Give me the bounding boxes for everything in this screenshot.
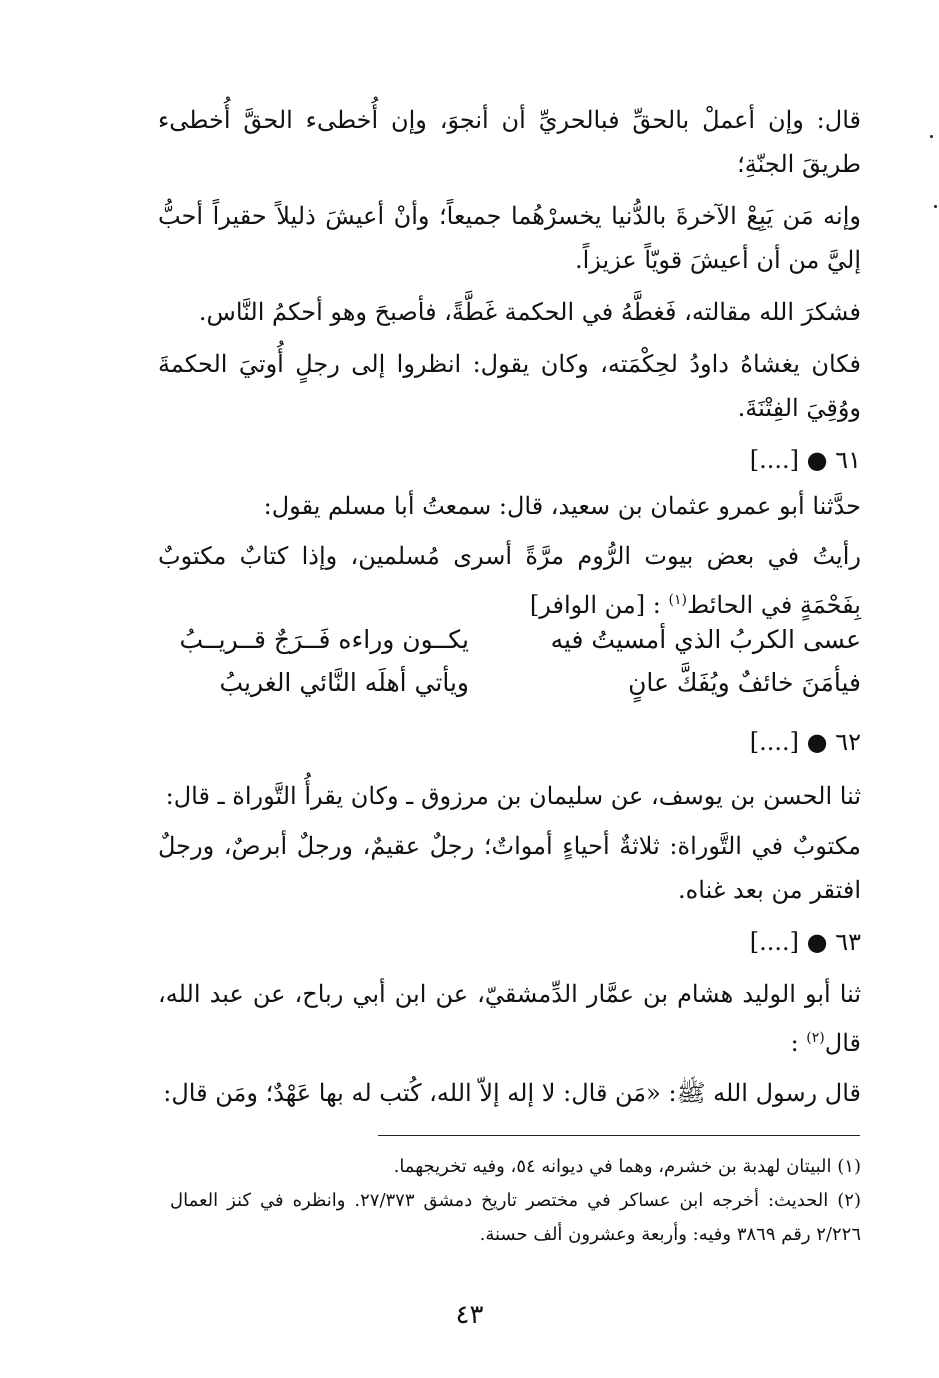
entry-63-isnad: ثنا أبو الوليد هشام بن عمَّار الدِّمشقيّ، عن ابن أبي رباح، عن عبد الله، قال$^{(٢)}$ : [158, 980, 861, 1057]
entry-62-isnad: ثنا الحسن بن يوسف، عن سليمان بن مرزوق ـ وكان يقرأُ التَّوراة ـ قال: [165, 782, 861, 810]
footnote-2: (٢) الحديث: أخرجه ابن عساكر في مختصر تاريخ دمشق ٢٧/٣٧٣. وانظره في كنز العمال ٢/٢٢٦ رقم ٣٨٦٩ وفيه: وأربعة وعشرون ألف حسنة. [170, 1190, 861, 1245]
entry-61-isnad: حدَّثنا أبو عمرو عثمان بن سعيد، قال: سمعتُ أبا مسلم يقول: [263, 492, 861, 520]
verse-1-second-hemistich: يكــون وراءه فَــرَجٌ قــريــبُ [179, 625, 469, 654]
verse-2-first-hemistich: فيأمَنَ خائفٌ ويُفَكَّ عانٍ [628, 668, 861, 697]
entry-62-body [158, 774, 861, 912]
entry-62-text: مكتوبٌ في التَّوراة: ثلاثةٌ أحياءٍ أمواتٌ؛ رجلٌ عقيمٌ، ورجلٌ أبرصٌ، ورجلٌ افتقر من بعد غناه. [158, 832, 862, 904]
entry-63-header: ٦٣ ● [....] [749, 928, 861, 956]
footnote-1: (١) البيتان لهدبة بن خشرم، وهما في ديوانه ٥٤، وفيه تخريجهما. [393, 1156, 861, 1177]
entry-61-text: رأيتُ في بعض بيوت الرُّوم مرَّةً أسرى مُسلمين، وإذا كتابٌ مكتوبٌ بِفَحْمَةٍ في الحائط$^{(١)}$ : [من الوافر] [158, 542, 861, 619]
paragraph-2: وإنه مَن يَبِعْ الآخرةَ بالدُّنيا يخسرْهُما جميعاً؛ وأنْ أعيشَ ذليلاً حقيراً أحبُّ إليَّ من أن أعيشَ قويّاً عزيزاً. [158, 202, 861, 274]
entry-63-body [158, 972, 861, 1115]
paragraph-1: قال: وإن أعملْ بالحقِّ فبالحريِّ أن أنجوَ، وإن أُخطىء الحقَّ أُخطىء طريقَ الجنّةِ؛ [158, 106, 861, 178]
footnote-ref-1: (١) [668, 592, 687, 608]
verse-2-second-hemistich: ويأتي أهلَه النَّائي الغريبُ [219, 668, 469, 697]
footnote-divider [378, 1135, 860, 1136]
verse-1-first-hemistich: عسى الكربُ الذي أمسيتُ فيه [550, 625, 861, 654]
paragraph-3: فشكرَ الله مقالته، فَغطَّهُ في الحكمة غَطَّةً، فأصبحَ وهو أحكمُ النَّاس. [198, 298, 861, 326]
paragraph-4: فكان يغشاهُ داودُ لحِكْمَته، وكان يقول: انظروا إلى رجلٍ أُوتيَ الحكمةَ ووُقِيَ الفِتْنَةَ. [158, 350, 861, 422]
page-number: ٤٣ [455, 1300, 484, 1330]
opening-paragraphs [158, 98, 861, 430]
scan-speck [930, 135, 933, 138]
footnote-ref-2: (٢) [806, 1030, 825, 1046]
scan-speck [934, 205, 937, 208]
entry-62-header: ٦٢ ● [....] [749, 728, 861, 756]
footnotes [170, 1150, 861, 1252]
entry-61-header: ٦١ ● [....] [749, 446, 861, 474]
entry-63-text: قال رسول الله ﷺ: «مَن قال: لا إله إلاّ الله، كُتب له بها عَهْدٌ؛ ومَن قال: [163, 1079, 861, 1107]
entry-61-body [158, 484, 861, 627]
